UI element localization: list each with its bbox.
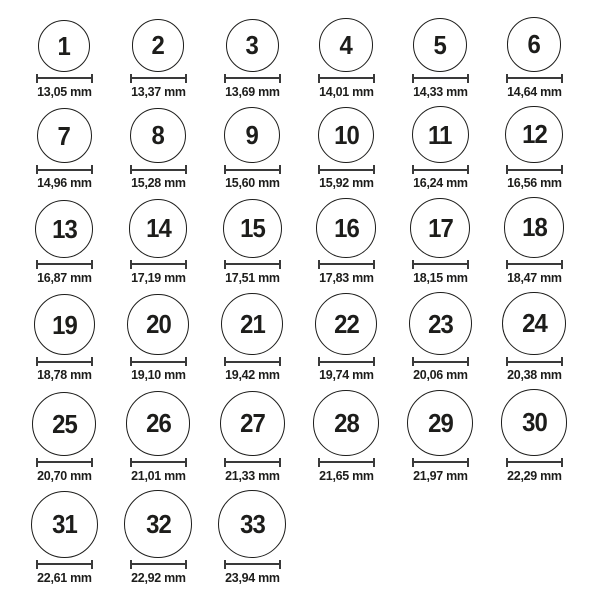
ring-size-cell xyxy=(393,198,487,285)
diameter-ruler xyxy=(224,260,281,269)
ring-size-cell xyxy=(487,106,581,191)
diameter-label: 21,33 mm xyxy=(224,467,280,483)
ring-size-number: 33 xyxy=(239,508,265,539)
diameter-label: 17,83 mm xyxy=(318,269,374,285)
diameter-ruler xyxy=(506,357,563,366)
diameter-ruler xyxy=(412,165,469,174)
ring-size-row xyxy=(17,106,600,191)
ring-circle xyxy=(32,392,96,456)
ring-size-cell xyxy=(299,293,393,383)
diameter-label: 13,37 mm xyxy=(130,83,186,99)
ring-circle xyxy=(126,391,191,456)
ring-size-number: 32 xyxy=(145,508,171,539)
ring-size-cell xyxy=(487,17,581,99)
ring-size-number: 30 xyxy=(521,407,547,438)
diameter-ruler xyxy=(130,560,187,569)
ring-size-number: 24 xyxy=(521,308,547,339)
ring-size-row xyxy=(17,389,600,483)
diameter-ruler xyxy=(224,560,281,569)
ring-size-number: 9 xyxy=(245,120,259,150)
diameter-label: 23,94 mm xyxy=(224,569,280,585)
ring-circle xyxy=(412,106,469,163)
diameter-label: 13,69 mm xyxy=(224,83,280,99)
diameter-label: 21,97 mm xyxy=(412,467,468,483)
diameter-ruler xyxy=(130,165,187,174)
ring-size-number: 20 xyxy=(145,309,171,340)
ring-size-number: 19 xyxy=(51,309,77,340)
ring-size-number: 14 xyxy=(145,213,171,244)
diameter-label: 14,64 mm xyxy=(506,83,562,99)
ring-size-number: 28 xyxy=(333,407,359,438)
ring-circle xyxy=(130,108,186,164)
ring-size-number: 11 xyxy=(428,119,452,150)
ring-circle xyxy=(38,20,90,72)
diameter-label: 20,70 mm xyxy=(36,467,92,483)
diameter-ruler xyxy=(130,260,187,269)
ring-circle xyxy=(507,17,562,72)
diameter-label: 18,78 mm xyxy=(36,367,92,382)
ring-size-cell xyxy=(393,18,487,99)
diameter-ruler xyxy=(130,458,187,467)
diameter-label: 17,19 mm xyxy=(130,269,186,285)
ring-size-cell xyxy=(205,199,299,285)
ring-size-number: 18 xyxy=(521,212,547,243)
diameter-label: 17,51 mm xyxy=(224,269,280,285)
ring-size-cell xyxy=(111,19,205,99)
ring-size-cell xyxy=(393,292,487,382)
ring-circle xyxy=(34,294,95,355)
ring-size-number: 4 xyxy=(339,29,353,60)
ring-circle xyxy=(410,198,470,258)
ring-circle xyxy=(224,107,280,163)
diameter-label: 19,10 mm xyxy=(130,367,186,382)
diameter-ruler xyxy=(36,560,93,569)
diameter-ruler xyxy=(318,458,375,467)
ring-circle xyxy=(35,200,93,258)
ring-size-number: 23 xyxy=(427,308,453,339)
diameter-label: 14,96 mm xyxy=(36,175,92,190)
ring-size-cell xyxy=(111,391,205,483)
ring-size-cell xyxy=(205,293,299,382)
ring-circle xyxy=(223,199,282,258)
ring-circle xyxy=(31,491,98,558)
ring-size-number: 17 xyxy=(427,212,453,243)
ring-size-cell xyxy=(205,107,299,190)
ring-circle xyxy=(504,197,565,258)
ring-circle xyxy=(220,391,285,456)
ring-size-number: 12 xyxy=(521,119,547,150)
ring-size-cell xyxy=(393,106,487,190)
ring-size-cell xyxy=(17,108,111,190)
diameter-ruler xyxy=(506,74,563,83)
diameter-ruler xyxy=(130,74,187,83)
ring-circle xyxy=(502,292,566,356)
diameter-label: 18,15 mm xyxy=(412,269,468,285)
ring-size-number: 1 xyxy=(57,30,71,61)
ring-size-cell xyxy=(17,491,111,585)
ring-size-number: 5 xyxy=(433,29,447,60)
ring-size-cell xyxy=(17,392,111,483)
ring-size-row xyxy=(17,490,600,585)
ring-size-cell xyxy=(111,490,205,585)
diameter-label: 15,92 mm xyxy=(318,175,374,190)
diameter-ruler xyxy=(506,165,563,174)
ring-size-number: 16 xyxy=(333,212,359,243)
ring-size-row xyxy=(17,17,600,99)
diameter-ruler xyxy=(130,357,187,366)
ring-circle xyxy=(413,18,467,72)
ring-size-number: 15 xyxy=(239,213,265,243)
ring-size-cell xyxy=(299,198,393,285)
ring-size-number: 26 xyxy=(145,408,171,439)
ring-size-number: 22 xyxy=(333,308,359,339)
ring-size-number: 21 xyxy=(239,309,265,339)
diameter-label: 22,29 mm xyxy=(506,467,562,483)
ring-size-number: 10 xyxy=(333,119,359,150)
ring-size-number: 8 xyxy=(151,120,165,151)
ring-circle xyxy=(318,107,375,164)
ring-size-number: 13 xyxy=(51,213,77,244)
diameter-label: 14,01 mm xyxy=(318,83,374,99)
ring-size-cell xyxy=(299,18,393,99)
ring-size-number: 31 xyxy=(51,509,77,539)
diameter-label: 16,87 mm xyxy=(36,269,92,285)
ring-size-cell xyxy=(205,391,299,483)
ring-circle xyxy=(313,390,379,456)
ring-size-number: 3 xyxy=(245,30,259,60)
ring-size-cell xyxy=(487,292,581,383)
diameter-label: 19,74 mm xyxy=(318,367,374,382)
ring-circle xyxy=(132,19,185,72)
ring-circle xyxy=(501,389,568,456)
ring-size-cell xyxy=(393,390,487,483)
ring-circle xyxy=(409,292,472,355)
ring-circle xyxy=(505,106,563,164)
ring-size-cell xyxy=(487,197,581,285)
ring-size-cell xyxy=(205,490,299,585)
ring-size-cell xyxy=(111,199,205,285)
diameter-ruler xyxy=(36,458,93,467)
diameter-label: 20,38 mm xyxy=(506,367,562,382)
diameter-ruler xyxy=(412,260,469,269)
diameter-ruler xyxy=(224,357,281,366)
ring-size-number: 7 xyxy=(57,120,71,151)
diameter-ruler xyxy=(318,357,375,366)
diameter-label: 14,33 mm xyxy=(412,83,468,99)
diameter-ruler xyxy=(36,74,93,83)
diameter-label: 21,65 mm xyxy=(318,467,374,483)
diameter-label: 15,28 mm xyxy=(130,175,186,190)
ring-circle xyxy=(315,293,378,356)
diameter-label: 21,01 mm xyxy=(130,467,186,483)
ring-size-row xyxy=(17,292,600,383)
ring-circle xyxy=(319,18,373,72)
ring-circle xyxy=(221,293,283,355)
ring-size-number: 6 xyxy=(527,29,541,60)
diameter-ruler xyxy=(412,74,469,83)
ring-size-cell xyxy=(487,389,581,483)
ring-size-number: 25 xyxy=(51,408,77,439)
diameter-ruler xyxy=(224,74,281,83)
ring-size-row xyxy=(17,197,600,285)
ring-size-cell xyxy=(17,20,111,99)
diameter-ruler xyxy=(36,260,93,269)
diameter-ruler xyxy=(412,357,469,366)
ring-circle xyxy=(37,108,92,163)
diameter-ruler xyxy=(318,165,375,174)
ring-circle xyxy=(316,198,376,258)
diameter-ruler xyxy=(224,458,281,467)
ring-circle xyxy=(407,390,473,456)
diameter-label: 13,05 mm xyxy=(36,83,92,99)
diameter-ruler xyxy=(412,458,469,467)
diameter-label: 20,06 mm xyxy=(412,367,468,382)
diameter-ruler xyxy=(318,260,375,269)
ring-size-number: 2 xyxy=(151,30,165,61)
diameter-label: 16,24 mm xyxy=(412,175,468,190)
ring-size-cell xyxy=(205,19,299,99)
diameter-ruler xyxy=(36,165,93,174)
ring-circle xyxy=(218,490,286,558)
diameter-label: 19,42 mm xyxy=(224,367,280,382)
diameter-label: 18,47 mm xyxy=(506,269,562,285)
ring-size-cell xyxy=(111,294,205,383)
diameter-label: 22,92 mm xyxy=(130,569,186,585)
ring-size-cell xyxy=(17,200,111,285)
ring-size-cell xyxy=(17,294,111,382)
diameter-label: 16,56 mm xyxy=(506,175,562,190)
ring-circle xyxy=(129,199,188,258)
ring-size-cell xyxy=(299,107,393,191)
diameter-ruler xyxy=(36,357,93,366)
ring-size-number: 27 xyxy=(239,408,265,438)
diameter-label: 22,61 mm xyxy=(36,569,92,585)
diameter-label: 15,60 mm xyxy=(224,175,280,190)
ring-circle xyxy=(124,490,192,558)
diameter-ruler xyxy=(506,260,563,269)
ring-size-cell xyxy=(111,108,205,191)
diameter-ruler xyxy=(506,458,563,467)
ring-size-number: 29 xyxy=(427,407,453,438)
ring-circle xyxy=(127,294,189,356)
ring-circle xyxy=(226,19,279,72)
ring-size-cell xyxy=(299,390,393,483)
diameter-ruler xyxy=(224,165,281,174)
diameter-ruler xyxy=(318,74,375,83)
